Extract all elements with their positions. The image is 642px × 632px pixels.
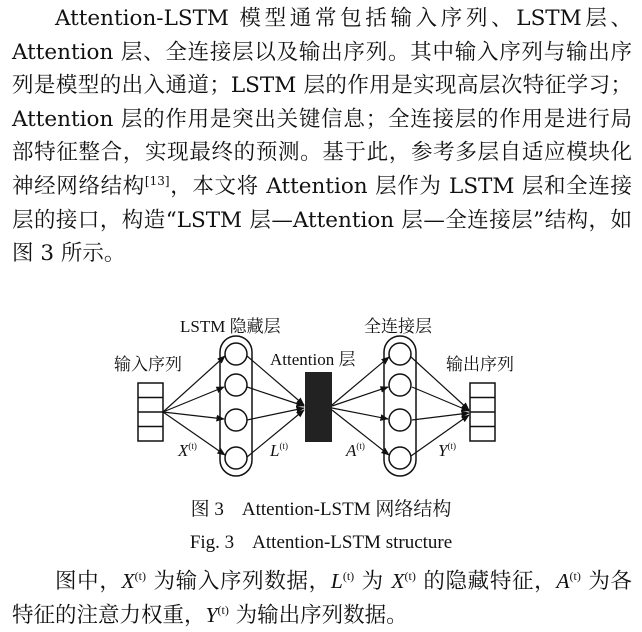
attention-lstm-diagram xyxy=(0,310,642,500)
var-x: $X^{(t)}$ xyxy=(391,569,416,593)
var-x-label: $X^{(t)}$ xyxy=(178,441,197,460)
var-a: $A^{(t)}$ xyxy=(556,569,581,593)
lstm-node xyxy=(225,447,247,469)
caption-en-number: Fig. 3 xyxy=(189,532,235,553)
caption-cn-number: 图 3 xyxy=(190,499,224,520)
caption-en-text: Attention-LSTM structure xyxy=(252,532,453,553)
label-lstm-hidden: LSTM 隐藏层 xyxy=(180,317,281,336)
p2-text: 为 xyxy=(354,569,392,594)
figure-caption-english xyxy=(0,532,642,554)
p2-text: 的隐藏特征， xyxy=(415,569,557,594)
p2-text: 为输出序列数据。 xyxy=(228,602,408,628)
lstm-node xyxy=(225,374,247,396)
var-y-label: $Y^{(t)}$ xyxy=(438,441,456,460)
fc-node xyxy=(389,447,411,469)
citation: [13] xyxy=(144,173,170,188)
var-a-label: $A^{(t)}$ xyxy=(346,441,365,460)
label-input-sequence: 输入序列 xyxy=(114,355,182,374)
caption-cn-text: Attention-LSTM 网络结构 xyxy=(241,499,452,520)
fc-node xyxy=(389,374,411,396)
var-l: $L^{(t)}$ xyxy=(330,569,355,593)
output-sequence-boxes xyxy=(470,383,495,441)
lstm-node xyxy=(225,343,247,365)
attention-block xyxy=(305,372,332,442)
var-y: $Y^{(t)}$ xyxy=(205,602,229,627)
label-fully-connected: 全连接层 xyxy=(364,317,432,336)
p2-text: 为输入序列数据， xyxy=(145,569,331,594)
label-output-sequence: 输出序列 xyxy=(446,355,514,374)
fc-node xyxy=(389,409,411,431)
var-l-label: $L^{(t)}$ xyxy=(270,441,288,460)
lstm-node xyxy=(225,409,247,431)
var-x: $X^{(t)}$ xyxy=(121,569,146,593)
paragraph1-text: Attention-LSTM 模型通常包括输入序列、LSTM层、Attention 层、全连接层以及输出序列。其中输入序列与输出序列是模型的出入通道；LSTM 层的作用是实现高层次特征学习；Attention 层的作用是突出关键信息；全连接层的作用是进行局部特征整合，实现最终的预测。基于此，参考多层自适应模块化神经网络结构 xyxy=(12,6,632,199)
body-paragraph-2 xyxy=(12,565,632,632)
p2-text: 图中， xyxy=(55,569,122,594)
fc-node xyxy=(389,343,411,365)
body-paragraph-1 xyxy=(12,2,632,271)
p2-text: 为各特征的注意力权重， xyxy=(12,569,632,628)
figure-caption-chinese xyxy=(0,494,642,521)
label-attention: Attention 层 xyxy=(270,350,356,369)
paragraph1-text-continued: ，本文将 Attention 层作为 LSTM 层和全连接层的接口，构造“LSTM 层—Attention 层—全连接层”结构，如图 3 所示。 xyxy=(12,173,632,267)
input-sequence-boxes xyxy=(138,383,163,441)
